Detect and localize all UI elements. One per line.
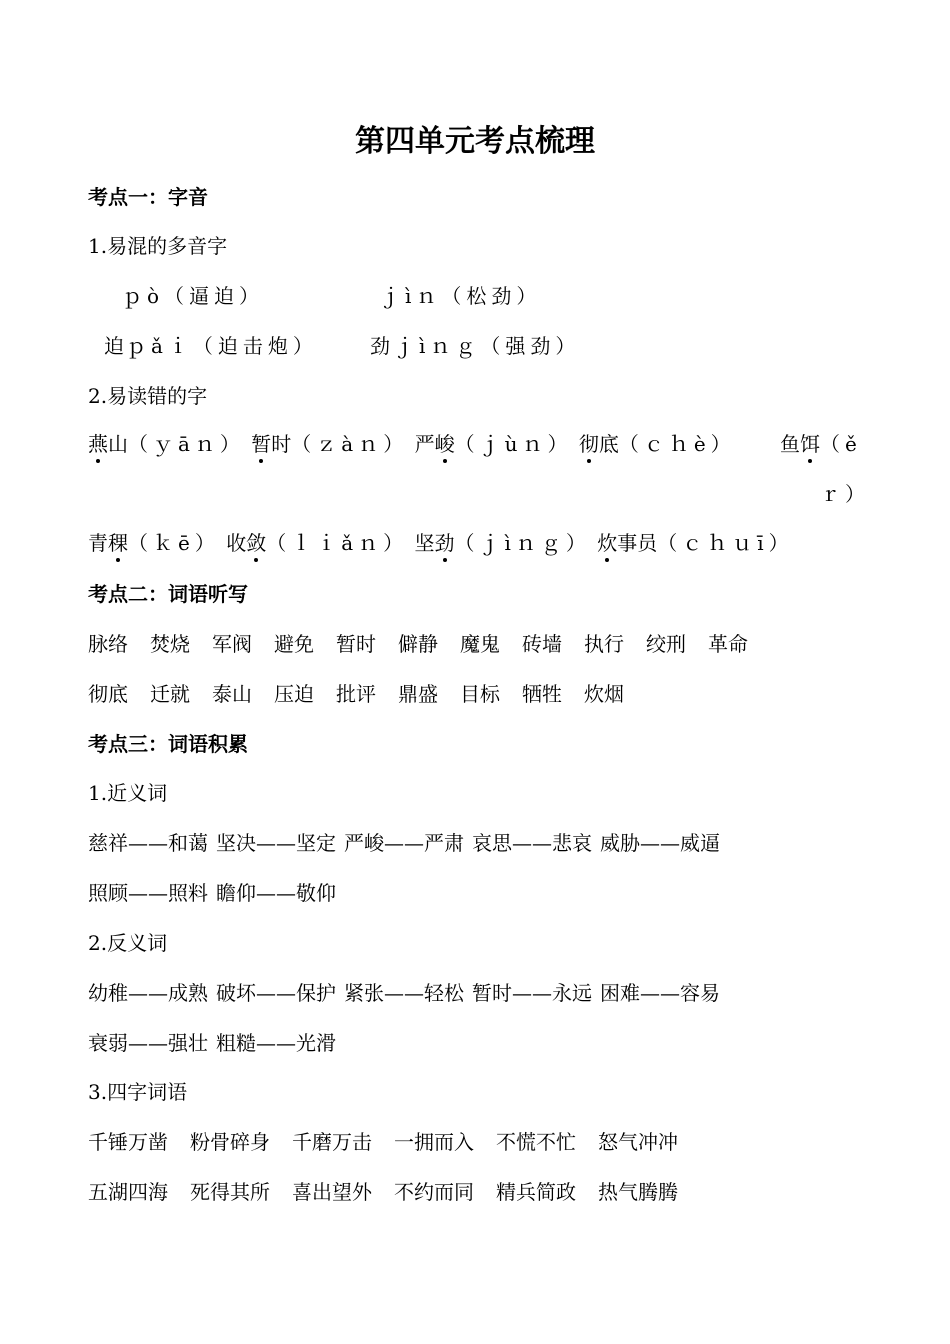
word-item: 热气腾腾 — [598, 1180, 678, 1204]
four-char-row-2 — [88, 1177, 910, 1207]
misread-word: 收敛（ｌｉǎｎ） — [226, 531, 408, 555]
word-item: 脉络 — [88, 632, 128, 656]
word-item: 幼稚——成熟 — [88, 981, 208, 1005]
synonyms-row-1 — [88, 828, 910, 858]
subheading-polyphonic: 1.易混的多音字 — [88, 234, 228, 258]
word-item: 不慌不忙 — [496, 1130, 576, 1154]
word-item: 粗糙——光滑 — [216, 1031, 336, 1055]
word-item: 粉骨碎身 — [190, 1130, 270, 1154]
misread-word: 暂时（ｚàｎ） — [251, 432, 408, 456]
word-item: 绞刑 — [646, 632, 686, 656]
word-item: 迁就 — [150, 682, 190, 706]
pinyin-jin: ｊìｎ（松劲） — [380, 284, 542, 308]
dotted-char: 敛 — [246, 528, 266, 558]
word-item: 紧张——轻松 — [344, 981, 464, 1005]
section-heading-dictation: 考点二：词语听写 — [88, 582, 248, 606]
word-item: 瞻仰——敬仰 — [216, 881, 336, 905]
dotted-char: 稞 — [108, 528, 128, 558]
antonyms-row-1 — [88, 978, 910, 1008]
section-heading-vocabulary: 考点三：词语积累 — [88, 732, 248, 756]
word-item: 坚决——坚定 — [216, 831, 336, 855]
page-title: 第四单元考点梳理 — [355, 124, 595, 159]
word-item: 精兵简政 — [496, 1180, 576, 1204]
word-item: 魔鬼 — [460, 632, 500, 656]
polyphonic-char-jin: 劲 — [370, 334, 390, 358]
word-item: 暂时——永远 — [472, 981, 592, 1005]
misread-word: 坚劲（ｊìｎｇ） — [415, 531, 591, 555]
pinyin-pai: ｐǎｉ（迫击炮） — [126, 334, 318, 358]
word-item: 一拥而入 — [394, 1130, 474, 1154]
misread-word: 严峻（ｊùｎ） — [415, 432, 573, 456]
word-item: 衰弱——强壮 — [88, 1031, 208, 1055]
subheading-antonyms: 2.反义词 — [88, 931, 168, 955]
misread-word-yuer: 鱼饵（ěｒ） — [780, 429, 910, 519]
dotted-char: 饵 — [800, 429, 820, 459]
word-item: 泰山 — [212, 682, 252, 706]
word-item: 严峻——严肃 — [344, 831, 464, 855]
word-item: 执行 — [584, 632, 624, 656]
word-item: 死得其所 — [190, 1180, 270, 1204]
word-item: 千锤万凿 — [88, 1130, 168, 1154]
misread-word: 燕山（ｙāｎ） — [88, 432, 245, 456]
misread-word: 彻底（ｃｈè） — [579, 432, 736, 456]
polyphonic-char-po: 迫 — [104, 334, 124, 358]
word-item: 五湖四海 — [88, 1180, 168, 1204]
synonyms-row-2 — [88, 878, 910, 908]
word-item: 千磨万击 — [292, 1130, 372, 1154]
dotted-char: 炊 — [597, 528, 617, 558]
subheading-misread: 2.易读错的字 — [88, 384, 208, 408]
subheading-synonyms: 1.近义词 — [88, 781, 168, 805]
word-item: 鼎盛 — [398, 682, 438, 706]
dotted-char: 暂 — [251, 429, 271, 459]
dotted-char: 劲 — [435, 528, 455, 558]
word-item: 破坏——保护 — [216, 981, 336, 1005]
misread-word: 青稞（ｋē） — [88, 531, 220, 555]
pinyin-jing: ｊìｎｇ（强劲） — [394, 334, 581, 358]
word-item: 焚烧 — [150, 632, 190, 656]
word-item: 僻静 — [398, 632, 438, 656]
word-item: 炊烟 — [584, 682, 624, 706]
word-item: 批评 — [336, 682, 376, 706]
word-item: 慈祥——和蔼 — [88, 831, 208, 855]
word-item: 不约而同 — [394, 1180, 474, 1204]
misread-word: 炊事员（ｃｈｕī） — [597, 531, 793, 555]
dotted-char: 峻 — [435, 429, 455, 459]
word-item: 喜出望外 — [292, 1180, 372, 1204]
dictation-row-1 — [88, 629, 910, 659]
pinyin-po: ｐò（逼迫） — [122, 284, 265, 308]
word-item: 压迫 — [274, 682, 314, 706]
four-char-row-1 — [88, 1127, 910, 1157]
word-item: 哀思——悲哀 — [472, 831, 592, 855]
section-heading-pronunciation: 考点一：字音 — [88, 185, 208, 209]
dictation-row-2 — [88, 679, 910, 709]
word-item: 牺牲 — [522, 682, 562, 706]
antonyms-row-2 — [88, 1028, 910, 1058]
word-item: 避免 — [274, 632, 314, 656]
word-item: 困难——容易 — [600, 981, 720, 1005]
word-item: 军阀 — [212, 632, 252, 656]
word-item: 砖墙 — [522, 632, 562, 656]
misread-row-2 — [88, 528, 910, 558]
word-item: 暂时 — [336, 632, 376, 656]
word-item: 彻底 — [88, 682, 128, 706]
dotted-char: 燕 — [88, 429, 108, 459]
subheading-four-char: 3.四字词语 — [88, 1080, 188, 1104]
dotted-char: 彻 — [579, 429, 599, 459]
word-item: 威胁——威逼 — [600, 831, 720, 855]
word-item: 革命 — [708, 632, 748, 656]
word-item: 目标 — [460, 682, 500, 706]
word-item: 怒气冲冲 — [598, 1130, 678, 1154]
word-item: 照顾——照料 — [88, 881, 208, 905]
